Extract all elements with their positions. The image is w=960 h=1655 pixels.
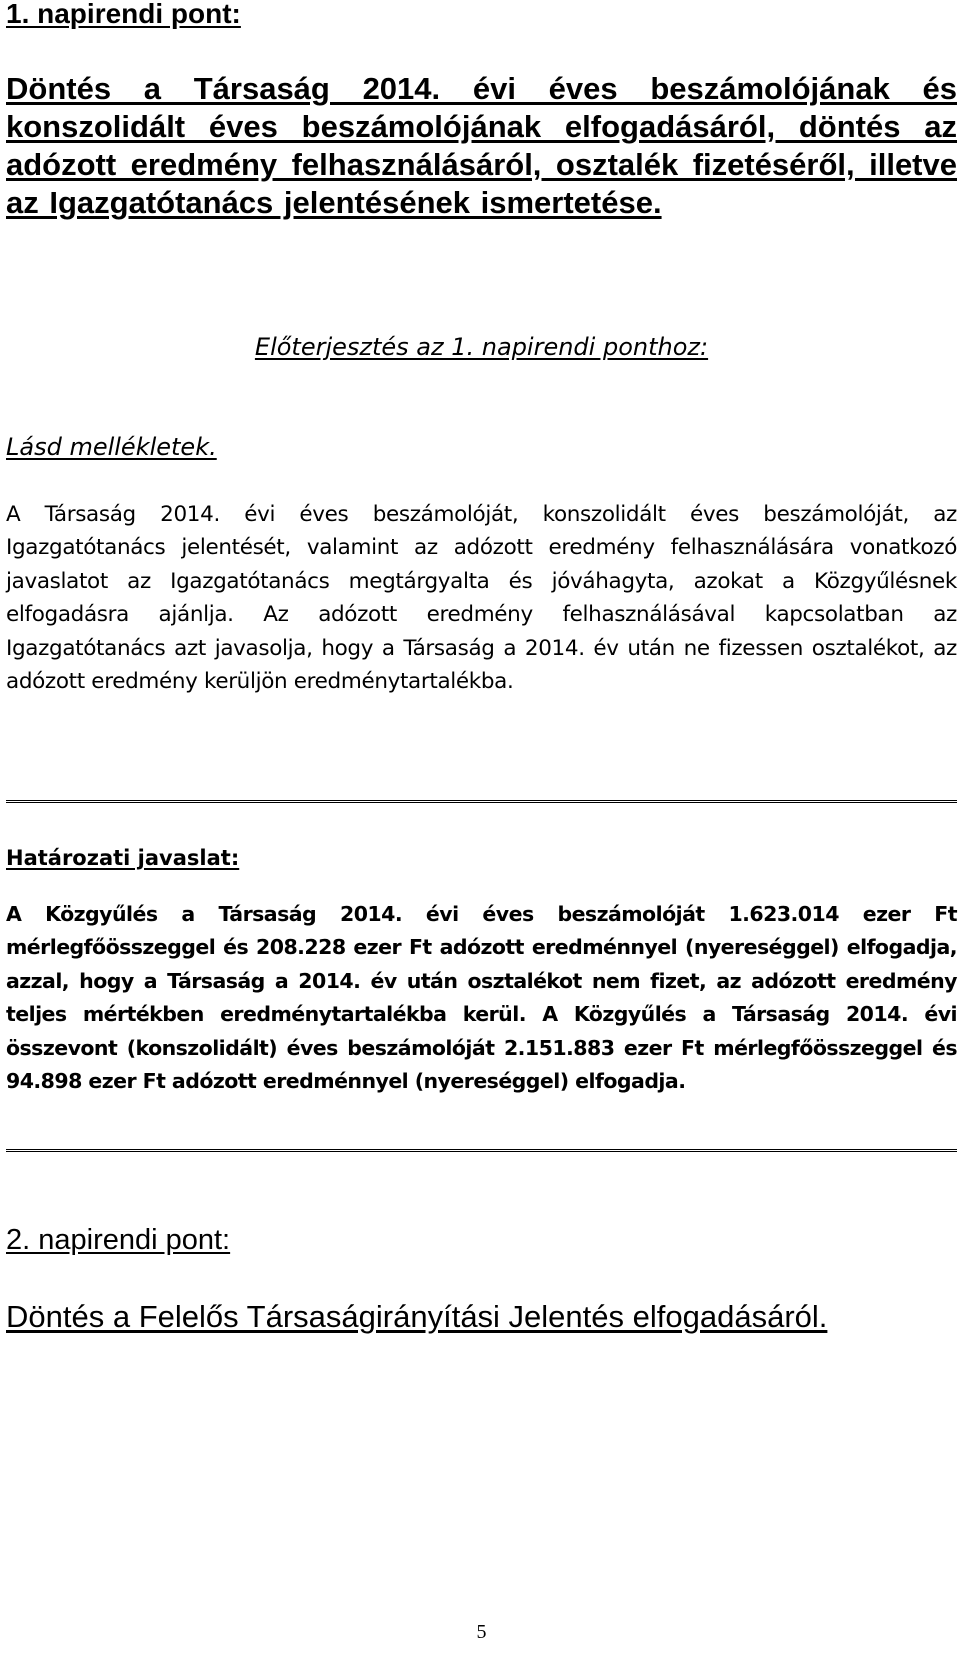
resolution-text: A Közgyűlés a Társaság 2014. évi éves beszámolóját 1.623.014 ezer Ft mérlegfőösszeggel és 208.228 ezer Ft adózott eredménnyel (nyereséggel) elfogadja, azzal, hogy a Társaság a 2014. év után osztalékot nem fizet, az adózott eredmény teljes mértékben eredménytartalékba kerül. A Közgyűlés a Társaság 2014. évi összevont (konszolidált) éves beszámolóját 2.151.883 ezer Ft mérlegfőösszeggel és 94.898 ezer Ft adózott eredménnyel (nyereséggel) elfogadja.	[6, 902, 957, 1094]
attachments-note: Lásd mellékletek.	[6, 433, 217, 461]
agenda-item-2-heading: 2. napirendi pont:	[6, 1224, 231, 1256]
page-number: 5	[476, 1621, 487, 1643]
resolution-heading: Határozati javaslat:	[6, 846, 240, 870]
agenda-item-1-title: Döntés a Társaság 2014. évi éves beszámolójának és konszolidált éves beszámolójának elfogadásáról, döntés az adózott eredmény felhasználásáról, osztalék fizetéséről, illetve az Igazgatótanács jelentésének ismertetése.	[6, 71, 957, 220]
proposal-body-paragraph: A Társaság 2014. évi éves beszámolóját, konszolidált éves beszámolóját, az Igazgatótanács jelentését, valamint az adózott eredmény felhasználására vonatkozó javaslatot az Igazgatótanács megtárgyalta és jóváhagyta, azokat a Közgyűlésnek elfogadásra ajánlja. Az adózott eredmény felhasználásával kapcsolatban az Igazgatótanács azt javasolja, hogy a Társaság a 2014. év után ne fizessen osztalékot, az adózott eredmény kerüljön eredménytartalékba.	[6, 502, 957, 695]
double-rule-divider	[6, 800, 957, 803]
double-rule-divider	[6, 1149, 957, 1152]
proposal-heading: Előterjesztés az 1. napirendi ponthoz:	[254, 333, 709, 361]
agenda-item-2-title: Döntés a Felelős Társaságirányítási Jelentés elfogadásáról.	[6, 1299, 828, 1334]
agenda-item-1-heading: 1. napirendi pont:	[6, 0, 241, 29]
